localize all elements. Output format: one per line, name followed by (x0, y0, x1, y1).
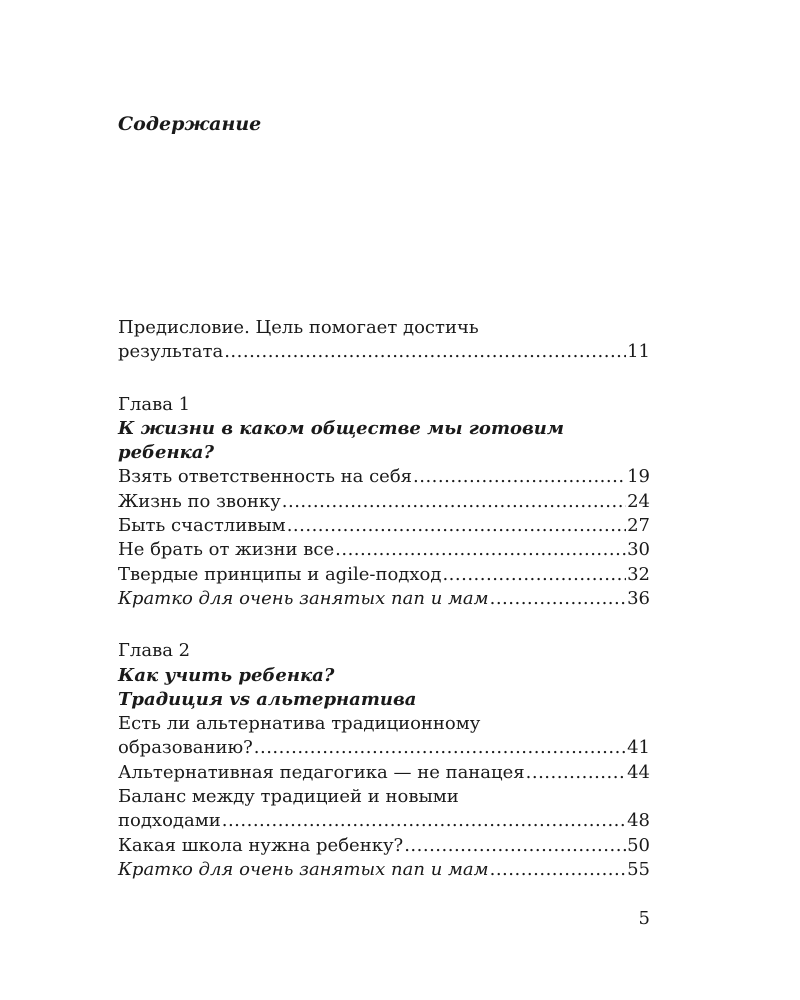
page-number: 24 (627, 490, 650, 512)
chapter-title: К жизни в каком обществе мы готовим (118, 417, 565, 439)
toc-entry-text: Кратко для очень занятых пап и мам (118, 858, 489, 880)
chapter-title: Традиция vs альтернатива (118, 688, 417, 710)
toc-entry[interactable] (118, 785, 650, 834)
toc-entry-text-line: Баланс между традицией и новыми (118, 786, 459, 808)
toc-entry[interactable] (118, 514, 650, 538)
dot-leader (222, 809, 626, 833)
dot-leader (254, 736, 626, 760)
toc-entry[interactable] (118, 834, 650, 858)
chapter-title: Как учить ребенка? (118, 664, 335, 686)
dot-leader (490, 858, 627, 882)
dot-leader (335, 538, 626, 562)
dot-leader (282, 490, 626, 514)
toc-entry[interactable] (118, 490, 650, 514)
page-number: 44 (627, 761, 650, 783)
dot-leader (442, 563, 626, 587)
toc-entry[interactable] (118, 712, 650, 761)
toc-entry[interactable] (118, 563, 650, 587)
dot-leader (404, 834, 626, 858)
dot-leader (526, 761, 626, 785)
dot-leader (287, 514, 626, 538)
page-number: 48 (627, 810, 650, 832)
dot-leader (224, 340, 626, 364)
toc-entry-text: подходами (118, 810, 221, 832)
page-number: 41 (627, 737, 650, 759)
toc-entry[interactable] (118, 465, 650, 489)
page-number: 32 (627, 563, 650, 585)
chapter-label: Глава 1 (118, 393, 191, 415)
toc-entry-text-line: Предисловие. Цель помогает достичь (118, 317, 479, 338)
toc-entry-summary[interactable] (118, 858, 650, 882)
table-of-contents (118, 316, 650, 882)
chapter-title: ребенка? (118, 442, 215, 464)
toc-entry-text: Не брать от жизни все (118, 539, 335, 561)
toc-entry-summary[interactable] (118, 587, 650, 611)
page-number: 30 (627, 539, 650, 561)
toc-entry-preface[interactable] (118, 316, 650, 365)
toc-entry[interactable] (118, 761, 650, 785)
toc-entry-text-line: Есть ли альтернатива традиционному (118, 713, 481, 735)
page-number: 36 (627, 587, 650, 609)
chapter-label: Глава 2 (118, 640, 191, 662)
dot-leader (413, 465, 626, 489)
page-number: 27 (627, 515, 650, 537)
page-number: 55 (627, 858, 650, 880)
toc-entry-text: Кратко для очень занятых пап и мам (118, 587, 489, 609)
dot-leader (490, 587, 627, 611)
page-number: 11 (627, 341, 650, 363)
toc-entry-text: Какая школа нужна ребенку? (118, 834, 404, 856)
toc-entry-text: Быть счастливым (118, 515, 286, 537)
toc-entry-text: Взять ответственность на себя (118, 466, 413, 488)
toc-entry-text: Твердые принципы и agile-подход (118, 563, 442, 585)
toc-entry-text: Альтернативная педагогика — не панацея (118, 761, 525, 783)
page-number: 50 (627, 834, 650, 856)
page-number: 19 (627, 466, 650, 488)
toc-entry-text: образованию? (118, 737, 253, 759)
toc-entry[interactable] (118, 538, 650, 562)
toc-entry-text: Жизнь по звонку (118, 490, 281, 512)
page-folio: 5 (638, 908, 650, 929)
toc-entry-text: результата (118, 341, 224, 363)
page-heading: Содержание (118, 113, 262, 135)
